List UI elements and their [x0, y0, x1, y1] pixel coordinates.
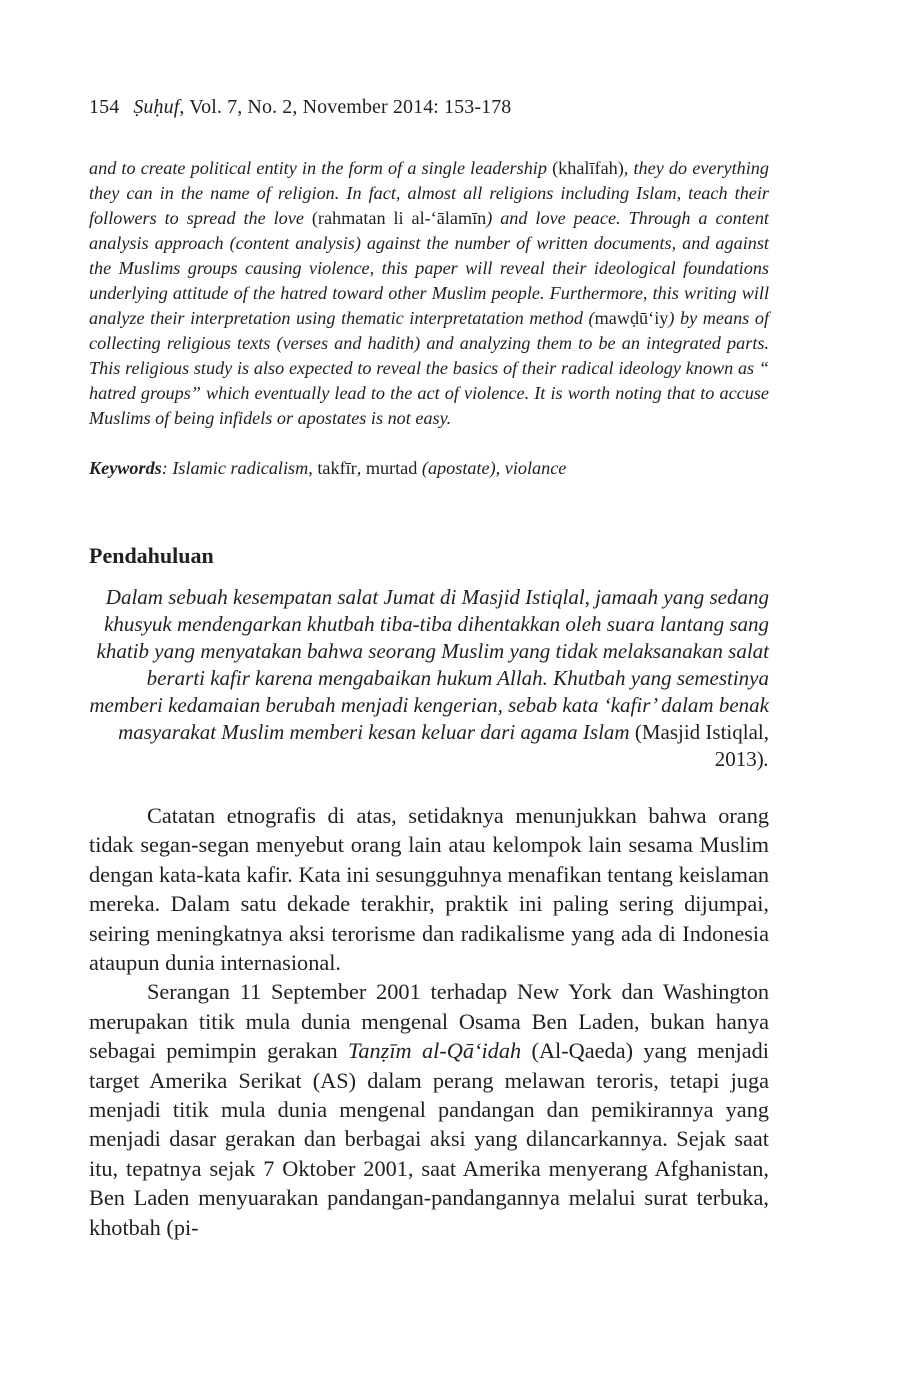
epigraph-text: Dalam sebuah kesempatan salat Jumat di Masjid Istiqlal, jamaah yang sedang khusyuk mendengarkan khutbah tiba-tiba dihentakkan oleh suara lantang sang khatib yang menyatakan bahwa seorang Muslim yang tidak melaksanakan salat berarti kafir karena mengabaikan hukum Allah. Khutbah yang semestinya memberi kedamaian berubah menjadi kengerian, sebab kata ‘kafir’ dalam benak masyarakat Muslim memberi kesan keluar dari agama Islam — [89, 585, 769, 744]
keywords-label: Keywords — [89, 458, 162, 478]
body-paragraph-1: Catatan etnografis di atas, setidaknya menunjukkan bahwa orang tidak segan-segan menyebut orang lain atau kelompok lain sesama Muslim dengan kata-kata kafir. Kata ini sesungguhnya menafikan tentang keislaman mereka. Dalam satu dekade terakhir, praktik ini paling sering dijumpai, seiring meningkatnya aksi terorisme dan radikalisme yang ada di Indonesia ataupun dunia internasional. — [89, 803, 769, 976]
abstract-segment: ) and love peace. Through a content analysis approach (content analysis) against the number of written documents, and against the Muslims groups causing violence, this paper will reveal their ideological foundations underlying attitude of the hatred toward other Muslim people. Furthermore, this writing will analyze their interpretation using thematic interpretatation method ( — [89, 208, 769, 328]
abstract-term: (rahmatan li al-‘ālamīn — [311, 208, 487, 228]
body-term: Tanẓīm al-Qā‘idah — [348, 1038, 522, 1064]
page-number: 154 — [89, 96, 120, 118]
abstract-segment: ) by means of collecting religious texts (verses and hadith) and analyzing them to be an integrated parts. This religious study is also expected to reveal the basics of their radical ideology known as “ hatred groups” which eventually lead to the act of violence. It is worth noting that to accuse Muslims of being infidels or apostates is not easy. — [89, 308, 769, 428]
abstract-text — [89, 156, 769, 431]
abstract-segment: , they do everything they can in the name of religion. In fact, almost all religions including Islam, teach their followers to spread the love — [89, 158, 769, 228]
epigraph-end: . — [763, 747, 769, 771]
body-paragraph-2 — [89, 977, 769, 1242]
keywords-segment: : Islamic radicalism, — [161, 458, 318, 478]
keywords-segment: (apostate), violance — [417, 458, 567, 478]
keywords-line — [89, 456, 769, 481]
epigraph-citation: (Masjid Istiqlal, 2013) — [634, 720, 769, 771]
body-segment: Serangan 11 September 2001 terhadap New York dan Washington merupakan titik mula dunia mengenal Osama Ben Laden, bukan hanya sebagai pemimpin gerakan — [89, 979, 769, 1064]
journal-citation: , Vol. 7, No. 2, November 2014: 153-178 — [179, 96, 512, 118]
keywords-segment: , — [356, 458, 366, 478]
journal-name: Ṣuḥuf — [133, 96, 180, 118]
epigraph-quote — [89, 584, 769, 773]
keyword-term: takfīr — [317, 458, 357, 478]
body-segment: (Al-Qaeda) yang menjadi target Amerika Serikat (AS) dalam perang melawan teroris, tetapi juga menjadi titik mula dunia mengenal pandangan dan pemikirannya yang menjadi dasar gerakan dan berbagai aksi yang dilancarkannya. Sejak saat itu, tepatnya sejak 7 Oktober 2001, saat Amerika menyerang Afghanistan, Ben Laden menyuarakan pandangan-pandangannya melalui surat terbuka, khotbah (pi- — [89, 1038, 769, 1240]
section-title: Pendahuluan — [89, 543, 214, 568]
keyword-term: murtad — [365, 458, 418, 478]
abstract-term: mawḍū‘iy — [594, 308, 669, 328]
body-text — [89, 801, 769, 1242]
abstract-term: (khalīfah) — [552, 158, 624, 178]
abstract-segment: and to create political entity in the form of a single leadership — [89, 158, 553, 178]
running-head — [89, 96, 511, 119]
